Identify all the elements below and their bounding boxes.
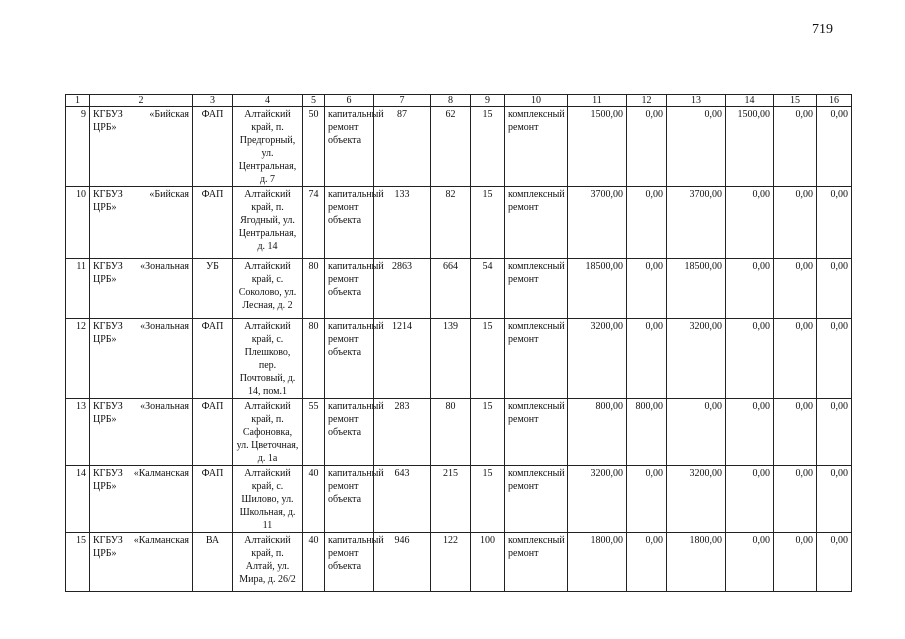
amount-cell: 0,00 — [726, 319, 774, 399]
amount-cell: 0,00 — [774, 259, 817, 319]
work-type-cell: капитальный ремонт объекта — [325, 533, 374, 592]
header-cell: 4 — [233, 95, 303, 107]
header-cell: 6 — [325, 95, 374, 107]
address-cell: Алтайский край, с. Плешково, пер. Почтовый, д. 14, пом.1 — [233, 319, 303, 399]
organization-cell: КГБУЗ «Зональная ЦРБ» — [90, 319, 193, 399]
amount-cell: 3700,00 — [568, 187, 627, 259]
amount-cell: 0,00 — [627, 107, 667, 187]
amount-cell: 18500,00 — [667, 259, 726, 319]
amount-cell: 1500,00 — [568, 107, 627, 187]
value-cell: 80 — [303, 259, 325, 319]
header-cell: 16 — [817, 95, 852, 107]
organization-cell: КГБУЗ «Калманская ЦРБ» — [90, 533, 193, 592]
amount-cell: 0,00 — [627, 187, 667, 259]
value-cell: 82 — [431, 187, 471, 259]
amount-cell: 3200,00 — [667, 466, 726, 533]
amount-cell: 3200,00 — [667, 319, 726, 399]
row-number: 12 — [66, 319, 90, 399]
header-cell: 13 — [667, 95, 726, 107]
amount-cell: 0,00 — [817, 533, 852, 592]
table-header-row — [66, 95, 852, 107]
amount-cell: 18500,00 — [568, 259, 627, 319]
repair-type-cell: комплексный ремонт — [505, 187, 568, 259]
table-row — [66, 187, 852, 259]
address-cell: Алтайский край, с. Соколово, ул. Лесная, д. 2 — [233, 259, 303, 319]
work-type-cell: капитальный ремонт объекта — [325, 319, 374, 399]
amount-cell: 0,00 — [774, 319, 817, 399]
facility-type-cell: УБ — [193, 259, 233, 319]
header-cell: 10 — [505, 95, 568, 107]
value-cell: 643 — [374, 466, 431, 533]
value-cell: 80 — [431, 399, 471, 466]
amount-cell: 0,00 — [726, 399, 774, 466]
value-cell: 62 — [431, 107, 471, 187]
header-cell: 5 — [303, 95, 325, 107]
repair-type-cell: комплексный ремонт — [505, 399, 568, 466]
facility-type-cell: ФАП — [193, 466, 233, 533]
amount-cell: 0,00 — [817, 319, 852, 399]
amount-cell: 800,00 — [627, 399, 667, 466]
value-cell: 100 — [471, 533, 505, 592]
row-number: 10 — [66, 187, 90, 259]
header-cell: 7 — [374, 95, 431, 107]
amount-cell: 0,00 — [726, 187, 774, 259]
amount-cell: 0,00 — [774, 533, 817, 592]
amount-cell: 0,00 — [774, 399, 817, 466]
amount-cell: 1800,00 — [667, 533, 726, 592]
header-cell: 8 — [431, 95, 471, 107]
value-cell: 215 — [431, 466, 471, 533]
work-type-cell: капитальный ремонт объекта — [325, 187, 374, 259]
header-cell: 2 — [90, 95, 193, 107]
header-cell: 1 — [66, 95, 90, 107]
organization-cell: КГБУЗ «Зональная ЦРБ» — [90, 259, 193, 319]
amount-cell: 0,00 — [627, 466, 667, 533]
value-cell: 74 — [303, 187, 325, 259]
row-number: 15 — [66, 533, 90, 592]
table-row — [66, 107, 852, 187]
table-row — [66, 399, 852, 466]
value-cell: 946 — [374, 533, 431, 592]
organization-cell: КГБУЗ «Бийская ЦРБ» — [90, 107, 193, 187]
amount-cell: 0,00 — [817, 187, 852, 259]
page-number: 719 — [812, 22, 833, 37]
organization-cell: КГБУЗ «Бийская ЦРБ» — [90, 187, 193, 259]
amount-cell: 0,00 — [627, 319, 667, 399]
value-cell: 15 — [471, 187, 505, 259]
value-cell: 80 — [303, 319, 325, 399]
row-number: 11 — [66, 259, 90, 319]
facilities-table — [65, 94, 852, 592]
amount-cell: 0,00 — [627, 533, 667, 592]
amount-cell: 0,00 — [817, 259, 852, 319]
value-cell: 40 — [303, 533, 325, 592]
amount-cell: 0,00 — [774, 466, 817, 533]
value-cell: 87 — [374, 107, 431, 187]
organization-cell: КГБУЗ «Зональная ЦРБ» — [90, 399, 193, 466]
header-cell: 3 — [193, 95, 233, 107]
value-cell: 15 — [471, 107, 505, 187]
facility-type-cell: ФАП — [193, 319, 233, 399]
amount-cell: 0,00 — [817, 399, 852, 466]
facility-type-cell: ФАП — [193, 107, 233, 187]
row-number: 13 — [66, 399, 90, 466]
address-cell: Алтайский край, п. Предгорный, ул. Центральная, д. 7 — [233, 107, 303, 187]
header-cell: 11 — [568, 95, 627, 107]
facility-type-cell: ВА — [193, 533, 233, 592]
amount-cell: 0,00 — [774, 107, 817, 187]
header-cell: 15 — [774, 95, 817, 107]
value-cell: 1214 — [374, 319, 431, 399]
value-cell: 15 — [471, 466, 505, 533]
work-type-cell: капитальный ремонт объекта — [325, 466, 374, 533]
amount-cell: 0,00 — [627, 259, 667, 319]
value-cell: 15 — [471, 319, 505, 399]
value-cell: 15 — [471, 399, 505, 466]
table-row — [66, 319, 852, 399]
table-row — [66, 466, 852, 533]
header-cell: 12 — [627, 95, 667, 107]
value-cell: 283 — [374, 399, 431, 466]
value-cell: 50 — [303, 107, 325, 187]
amount-cell: 1800,00 — [568, 533, 627, 592]
value-cell: 139 — [431, 319, 471, 399]
repair-type-cell: комплексный ремонт — [505, 107, 568, 187]
repair-type-cell: комплексный ремонт — [505, 259, 568, 319]
amount-cell: 3200,00 — [568, 466, 627, 533]
header-cell: 14 — [726, 95, 774, 107]
value-cell: 54 — [471, 259, 505, 319]
amount-cell: 800,00 — [568, 399, 627, 466]
work-type-cell: капитальный ремонт объекта — [325, 399, 374, 466]
amount-cell: 3700,00 — [667, 187, 726, 259]
organization-cell: КГБУЗ «Калманская ЦРБ» — [90, 466, 193, 533]
facility-type-cell: ФАП — [193, 399, 233, 466]
repair-type-cell: комплексный ремонт — [505, 533, 568, 592]
work-type-cell: капитальный ремонт объекта — [325, 259, 374, 319]
value-cell: 40 — [303, 466, 325, 533]
address-cell: Алтайский край, п. Ягодный, ул. Центральная, д. 14 — [233, 187, 303, 259]
amount-cell: 0,00 — [667, 107, 726, 187]
value-cell: 664 — [431, 259, 471, 319]
work-type-cell: капитальный ремонт объекта — [325, 107, 374, 187]
row-number: 9 — [66, 107, 90, 187]
amount-cell: 0,00 — [667, 399, 726, 466]
amount-cell: 3200,00 — [568, 319, 627, 399]
value-cell: 133 — [374, 187, 431, 259]
amount-cell: 0,00 — [726, 259, 774, 319]
address-cell: Алтайский край, п. Алтай, ул. Мира, д. 26/2 — [233, 533, 303, 592]
table-row — [66, 533, 852, 592]
facility-type-cell: ФАП — [193, 187, 233, 259]
header-cell: 9 — [471, 95, 505, 107]
amount-cell: 0,00 — [817, 107, 852, 187]
value-cell: 2863 — [374, 259, 431, 319]
amount-cell: 0,00 — [774, 187, 817, 259]
value-cell: 122 — [431, 533, 471, 592]
amount-cell: 0,00 — [726, 533, 774, 592]
amount-cell: 0,00 — [726, 466, 774, 533]
repair-type-cell: комплексный ремонт — [505, 466, 568, 533]
row-number: 14 — [66, 466, 90, 533]
value-cell: 55 — [303, 399, 325, 466]
table-row — [66, 259, 852, 319]
address-cell: Алтайский край, с. Шилово, ул. Школьная, д. 11 — [233, 466, 303, 533]
amount-cell: 0,00 — [817, 466, 852, 533]
address-cell: Алтайский край, п. Сафоновка, ул. Цветочная, д. 1а — [233, 399, 303, 466]
repair-type-cell: комплексный ремонт — [505, 319, 568, 399]
amount-cell: 1500,00 — [726, 107, 774, 187]
